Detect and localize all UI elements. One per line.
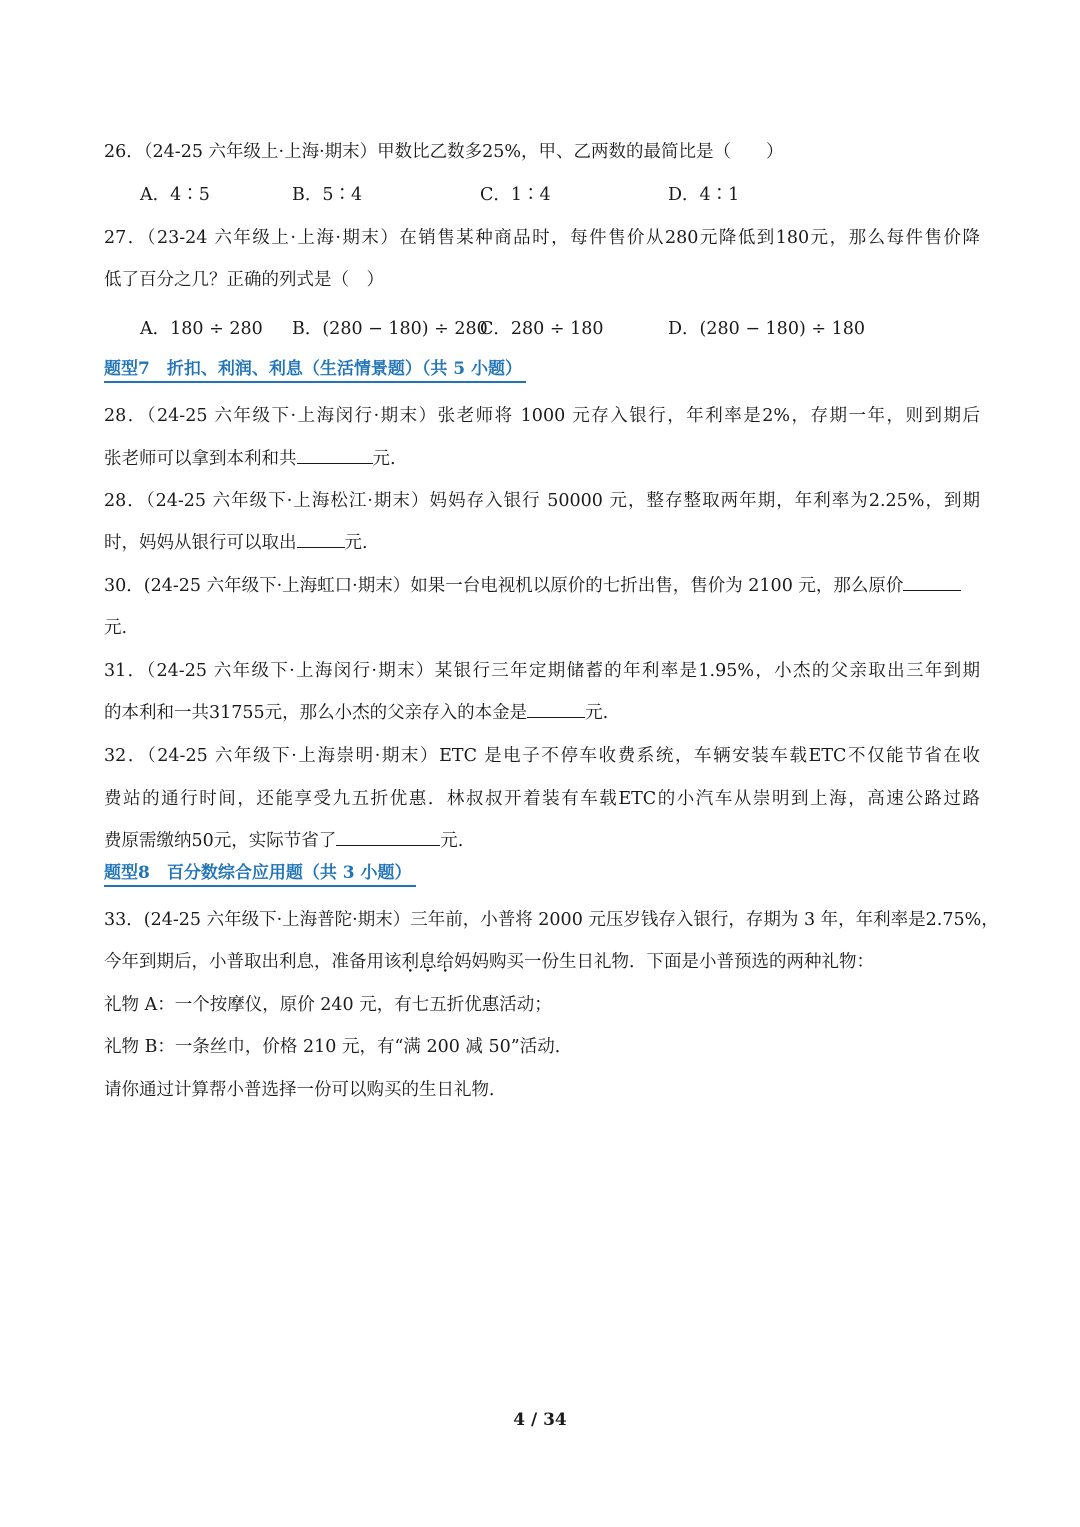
question-30-line-2: 元. [104,618,128,638]
question-28b-line-1: 28．（24-25 六年级下·上海松江·期末）妈妈存入银行 50000 元，整存整取两年期，年利率为2.25%，到期 [104,491,980,511]
question-33-line-2 [104,949,980,975]
question-32-line-2: 费站的通行时间，还能享受九五折优惠．林叔叔开着装有车载ETC的小汽车从崇明到上海，高速公路过路 [104,789,980,809]
question-28a-line-2 [104,446,980,472]
question-31-line-1: 31．（24-25 六年级下·上海闵行·期末）某银行三年定期储蓄的年利率是1.95%，小杰的父亲取出三年到期 [104,661,980,681]
section-8-title: 题型8 百分数综合应用题（共 3 小题） [104,863,412,883]
question-32-unit: 元. [440,831,464,851]
section-7-underline [104,381,526,383]
question-32-line-1: 32．（24-25 六年级下·上海崇明·期末）ETC 是电子不停车收费系统，车辆安装车载ETC不仅能节省在收 [104,746,980,766]
question-28a-unit: 元. [372,449,396,469]
question-27-option-a: A．180 ÷ 280 [140,319,263,339]
question-27-line-1: 27．（23-24 六年级上·上海·期末）在销售某种商品时，每件售价从280元降低到180元，那么每件售价降 [104,228,980,248]
page-number: 4 / 34 [513,1410,567,1430]
emphasis-char: 利 [401,952,419,972]
emphasis-char: 给 [436,952,454,972]
question-27-option-d: D．(280 − 180) ÷ 180 [668,319,865,339]
section-8-underline [104,885,416,887]
question-31-line-2 [104,700,980,726]
question-32-text: 费原需缴纳50元，实际节省了 [104,831,337,851]
question-28b-unit: 元. [344,533,368,553]
question-26-option-c: C．1∶4 [480,185,551,205]
question-33-ask: 请你通过计算帮小普选择一份可以购买的生日礼物． [104,1080,507,1100]
question-32-line-3 [104,828,980,854]
question-27-line-2: 低了百分之几？正确的列式是（ ） [104,270,384,290]
question-31-text: 的本利和一共31755元，那么小杰的父亲存入的本金是 [104,703,528,723]
answer-blank[interactable] [297,446,373,464]
gift-a: 礼物 A：一个按摩仪，原价 240 元，有七五折优惠活动； [104,995,552,1015]
question-28a-text: 张老师可以拿到本利和共 [104,449,297,469]
question-33-line-1: 33．(24-25 六年级下·上海普陀·期末）三年前，小普将 2000 元压岁钱存入银行，存期为 3 年，年利率是2.75%， [104,910,999,930]
question-26-stem: 26．（24-25 六年级上·上海·期末）甲数比乙数多25%，甲、乙两数的最简比是（ ） [104,142,784,162]
question-30-line-1 [104,573,980,599]
answer-blank[interactable] [527,700,585,718]
question-33-text-rest: 妈妈购买一份生日礼物．下面是小普预选的两种礼物： [454,952,874,972]
section-7-heading [104,357,526,381]
question-28b-line-2 [104,530,980,556]
gift-b: 礼物 B：一条丝巾，价格 210 元，有“满 200 减 50”活动． [104,1037,573,1057]
question-33-text: 今年到期后，小普取出利息，准备用该 [104,952,402,972]
section-8-heading [104,861,416,885]
section-7-title: 题型7 折扣、利润、利息（生活情景题）（共 5 小题） [104,359,522,379]
question-26-option-b: B．5∶4 [292,185,363,205]
question-26-option-d: D．4∶1 [668,185,740,205]
question-28b-text: 时，妈妈从银行可以取出 [104,533,297,553]
answer-blank[interactable] [903,573,961,591]
question-26-option-a: A．4∶5 [140,185,210,205]
question-30-text: 30．(24-25 六年级下·上海虹口·期末）如果一台电视机以原价的七折出售，售价为 2100 元，那么原价 [104,576,904,596]
question-27-option-b: B．(280 − 180) ÷ 280 [292,319,488,339]
question-31-unit: 元. [585,703,609,723]
answer-blank[interactable] [297,530,345,548]
emphasis-char: 息 [419,952,437,972]
question-27-option-c: C．280 ÷ 180 [480,319,604,339]
answer-blank[interactable] [336,828,440,846]
question-28a-line-1: 28．（24-25 六年级下·上海闵行·期末）张老师将 1000 元存入银行，年利率是2%，存期一年，则到期后 [104,406,980,426]
